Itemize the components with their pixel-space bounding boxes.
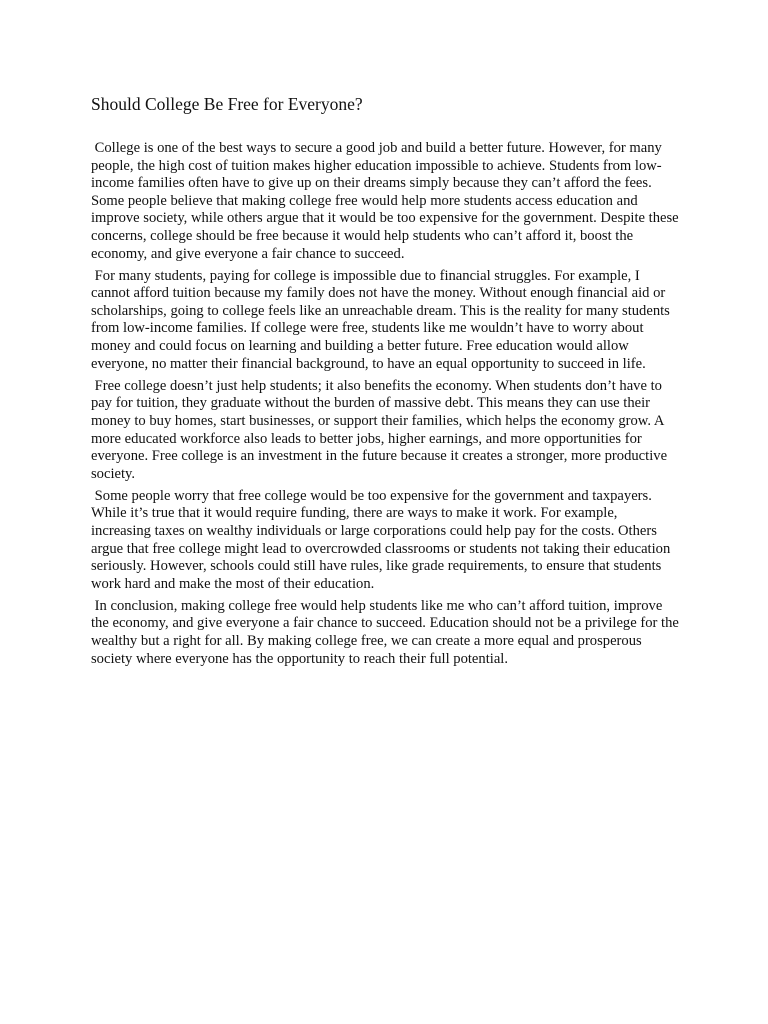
paragraph-counterargument: Some people worry that free college would be too expensive for the government and taxpayers. While it’s true that it would require funding, there are ways to make it work. For example, increasing taxes on wealthy individuals or large corporations could help pay for the costs. Others argue that free college might lead to overcrowded classrooms or students not taking their education seriously. However, schools could still have rules, like grade requirements, to ensure that students work hard and make the most of their education.	[91, 487, 674, 592]
paragraph-introduction: College is one of the best ways to secure a good job and build a better future. However, for many people, the high cost of tuition makes higher education impossible to achieve. Students from low-income families often have to give up on their dreams simply because they can’t afford the fees. Some people believe that making college free would help more students access education and improve society, while others argue that it would be too expensive for the government. Despite these concerns, college should be free because it would help students who can’t afford it, boost the economy, and give everyone a fair chance to succeed.	[91, 140, 683, 262]
document-title: Should College Be Free for Everyone?	[91, 94, 363, 114]
paragraph-economy: Free college doesn’t just help students; it also benefits the economy. When students don’t have to pay for tuition, they graduate without the burden of massive debt. This means they can use their money to buy homes, start businesses, or support their families, which helps the economy grow. A more educated workforce also leads to better jobs, higher earnings, and more opportunities for everyone. Free college is an investment in the future because it creates a stronger, more productive society.	[91, 377, 671, 482]
paragraph-financial-struggles: For many students, paying for college is impossible due to financial struggles. For example, I cannot afford tuition because my family does not have the money. Without enough financial aid or scholarships, going to college feels like an unreachable dream. This is the reality for many students from low-income families. If college were free, students like me wouldn’t have to worry about money and could focus on learning and building a better future. Free education would allow everyone, no matter their financial background, to have an equal opportunity to succeed in life.	[91, 267, 674, 372]
paragraph-conclusion: In conclusion, making college free would help students like me who can’t afford tuition, improve the economy, and give everyone a fair chance to succeed. Education should not be a privilege for the wealthy but a right for all. By making college free, we can create a more equal and prosperous society where everyone has the opportunity to reach their full potential.	[91, 597, 683, 667]
document-body	[91, 140, 681, 673]
